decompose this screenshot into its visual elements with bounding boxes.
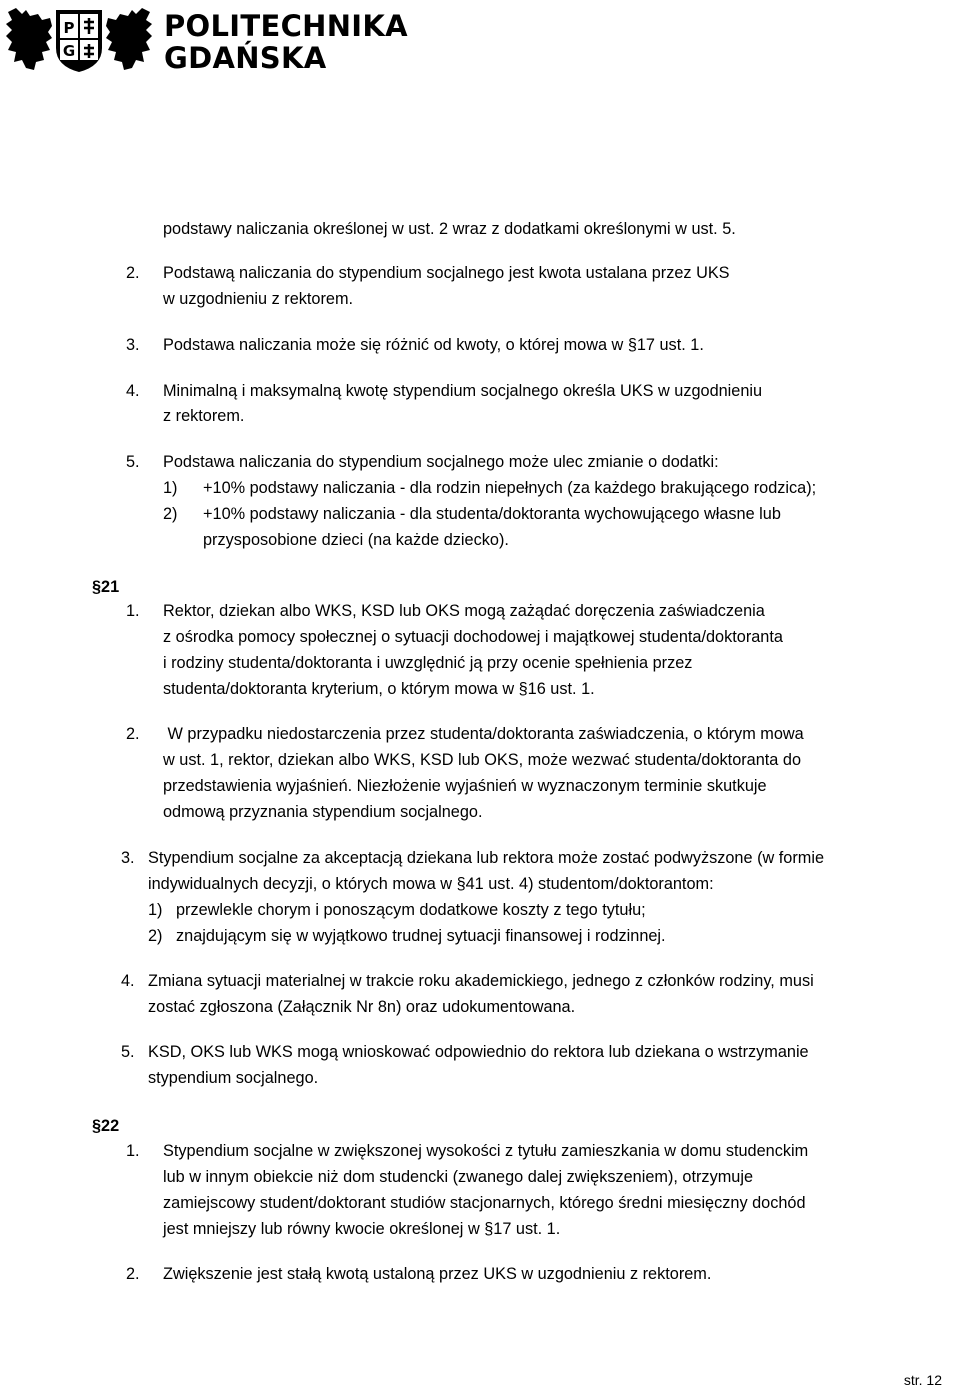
s21-item-2-line-1: W przypadku niedostarczenia przez studenta/doktoranta zaświadczenia, o którym mowa: [163, 725, 804, 743]
item-5-sub-1-line-1: +10% podstawy naliczania - dla rodzin niepełnych (za każdego brakującego rodzica);: [203, 479, 817, 497]
s22-item-1-line-4: jest mniejszy lub równy kwocie określonej w §17 ust. 1.: [163, 1220, 561, 1238]
item-5-sub-2-line-1: +10% podstawy naliczania - dla studenta/doktoranta wychowującego własne lub: [203, 505, 781, 523]
logo-wordmark: [164, 10, 408, 74]
s21-item-3-number: 3.: [121, 849, 135, 867]
s21-item-1-line-1: Rektor, dziekan albo WKS, KSD lub OKS mogą zażądać doręczenia zaświadczenia: [163, 602, 765, 620]
university-logo: [4, 4, 424, 76]
intro-continuation: podstawy naliczania określonej w ust. 2 wraz z dodatkami określonymi w ust. 5.: [163, 220, 736, 238]
s21-item-3-sub-2-text: znajdującym się w wyjątkowo trudnej sytuacji finansowej i rodzinnej.: [176, 927, 666, 945]
s21-item-1-line-3: i rodziny studenta/doktoranta i uwzględnić ją przy ocenie spełnienia przez: [163, 654, 693, 672]
logo-line-2: GDAŃSKA: [164, 41, 327, 75]
logo-emblem-letter-p: P: [63, 19, 75, 37]
item-5-sub-2-line-2: przysposobione dzieci (na każde dziecko).: [203, 531, 509, 549]
s22-item-1-number: 1.: [126, 1142, 140, 1160]
logo-line-1: POLITECHNIKA: [164, 9, 408, 43]
s21-item-3-sub-2-number: 2): [148, 927, 163, 945]
s21-item-5-number: 5.: [121, 1043, 135, 1061]
s21-item-1-number: 1.: [126, 602, 140, 620]
item-3-number: 3.: [126, 336, 140, 354]
s21-item-3-line-2: indywidualnych decyzji, o których mowa w §41 ust. 4) studentom/doktorantom:: [148, 875, 714, 893]
logo-emblem-letter-g: G: [62, 42, 76, 60]
item-5-sub-1-number: 1): [163, 479, 178, 497]
item-4-line-1: Minimalną i maksymalną kwotę stypendium socjalnego określa UKS w uzgodnieniu: [163, 382, 763, 400]
item-4-line-2: z rektorem.: [163, 407, 245, 425]
s21-item-3-sub-1-text: przewlekle chorym i ponoszącym dodatkowe koszty z tego tytułu;: [176, 901, 646, 919]
s21-item-4-number: 4.: [121, 972, 135, 990]
s22-item-1-line-2: lub w innym obiekcie niż dom studencki (zwanego dalej zwiększeniem), otrzymuje: [163, 1168, 753, 1186]
item-2-line-1: Podstawą naliczania do stypendium socjalnego jest kwota ustalana przez UKS: [163, 264, 730, 282]
section-22-heading: §22: [92, 1117, 120, 1135]
item-3-line-1: Podstawa naliczania może się różnić od kwoty, o której mowa w §17 ust. 1.: [163, 336, 704, 354]
s21-item-4-line-1: Zmiana sytuacji materialnej w trakcie roku akademickiego, jednego z członków rodziny, musi: [148, 972, 814, 990]
page-number: str. 12: [903, 1372, 942, 1388]
s21-item-1-line-4: studenta/doktoranta kryterium, o którym mowa w §16 ust. 1.: [163, 680, 595, 698]
s21-item-3-sub-1-number: 1): [148, 901, 163, 919]
s22-item-1-line-1: Stypendium socjalne w zwiększonej wysokości z tytułu zamieszkania w domu studenckim: [163, 1142, 809, 1160]
s22-item-2-line-1: Zwiększenie jest stałą kwotą ustaloną przez UKS w uzgodnieniu z rektorem.: [163, 1265, 712, 1283]
section-21-heading: §21: [92, 578, 120, 596]
item-5-line-1: Podstawa naliczania do stypendium socjalnego może ulec zmianie o dodatki:: [163, 453, 719, 471]
item-2-number: 2.: [126, 264, 140, 282]
s21-item-5-line-1: KSD, OKS lub WKS mogą wnioskować odpowiednio do rektora lub dziekana o wstrzymanie: [148, 1043, 809, 1061]
s21-item-1-line-2: z ośrodka pomocy społecznej o sytuacji dochodowej i majątkowej studenta/doktoranta: [163, 628, 783, 646]
item-5-sub-2-number: 2): [163, 505, 178, 523]
s21-item-4-line-2: zostać zgłoszona (Załącznik Nr 8n) oraz udokumentowana.: [148, 998, 576, 1016]
s21-item-2-line-2: w ust. 1, rektor, dziekan albo WKS, KSD lub OKS, może wezwać studenta/doktoranta do: [163, 751, 801, 769]
s21-item-3-line-1: Stypendium socjalne za akceptacją dziekana lub rektora może zostać podwyższone (w formie: [148, 849, 825, 867]
item-4-number: 4.: [126, 382, 140, 400]
s21-item-2-line-3: przedstawienia wyjaśnień. Niezłożenie wyjaśnień w wyznaczonym terminie skutkuje: [163, 777, 767, 795]
s21-item-5-line-2: stypendium socjalnego.: [148, 1069, 319, 1087]
s21-item-2-line-4: odmową przyznania stypendium socjalnego.: [163, 803, 483, 821]
item-5-number: 5.: [126, 453, 140, 471]
s21-item-2-number: 2.: [126, 725, 140, 743]
s22-item-1-line-3: zamiejscowy student/doktorant studiów stacjonarnych, którego średni miesięczny dochód: [163, 1194, 806, 1212]
s22-item-2-number: 2.: [126, 1265, 140, 1283]
logo-emblem-icon: [4, 4, 154, 74]
item-2-line-2: w uzgodnieniu z rektorem.: [163, 290, 354, 308]
